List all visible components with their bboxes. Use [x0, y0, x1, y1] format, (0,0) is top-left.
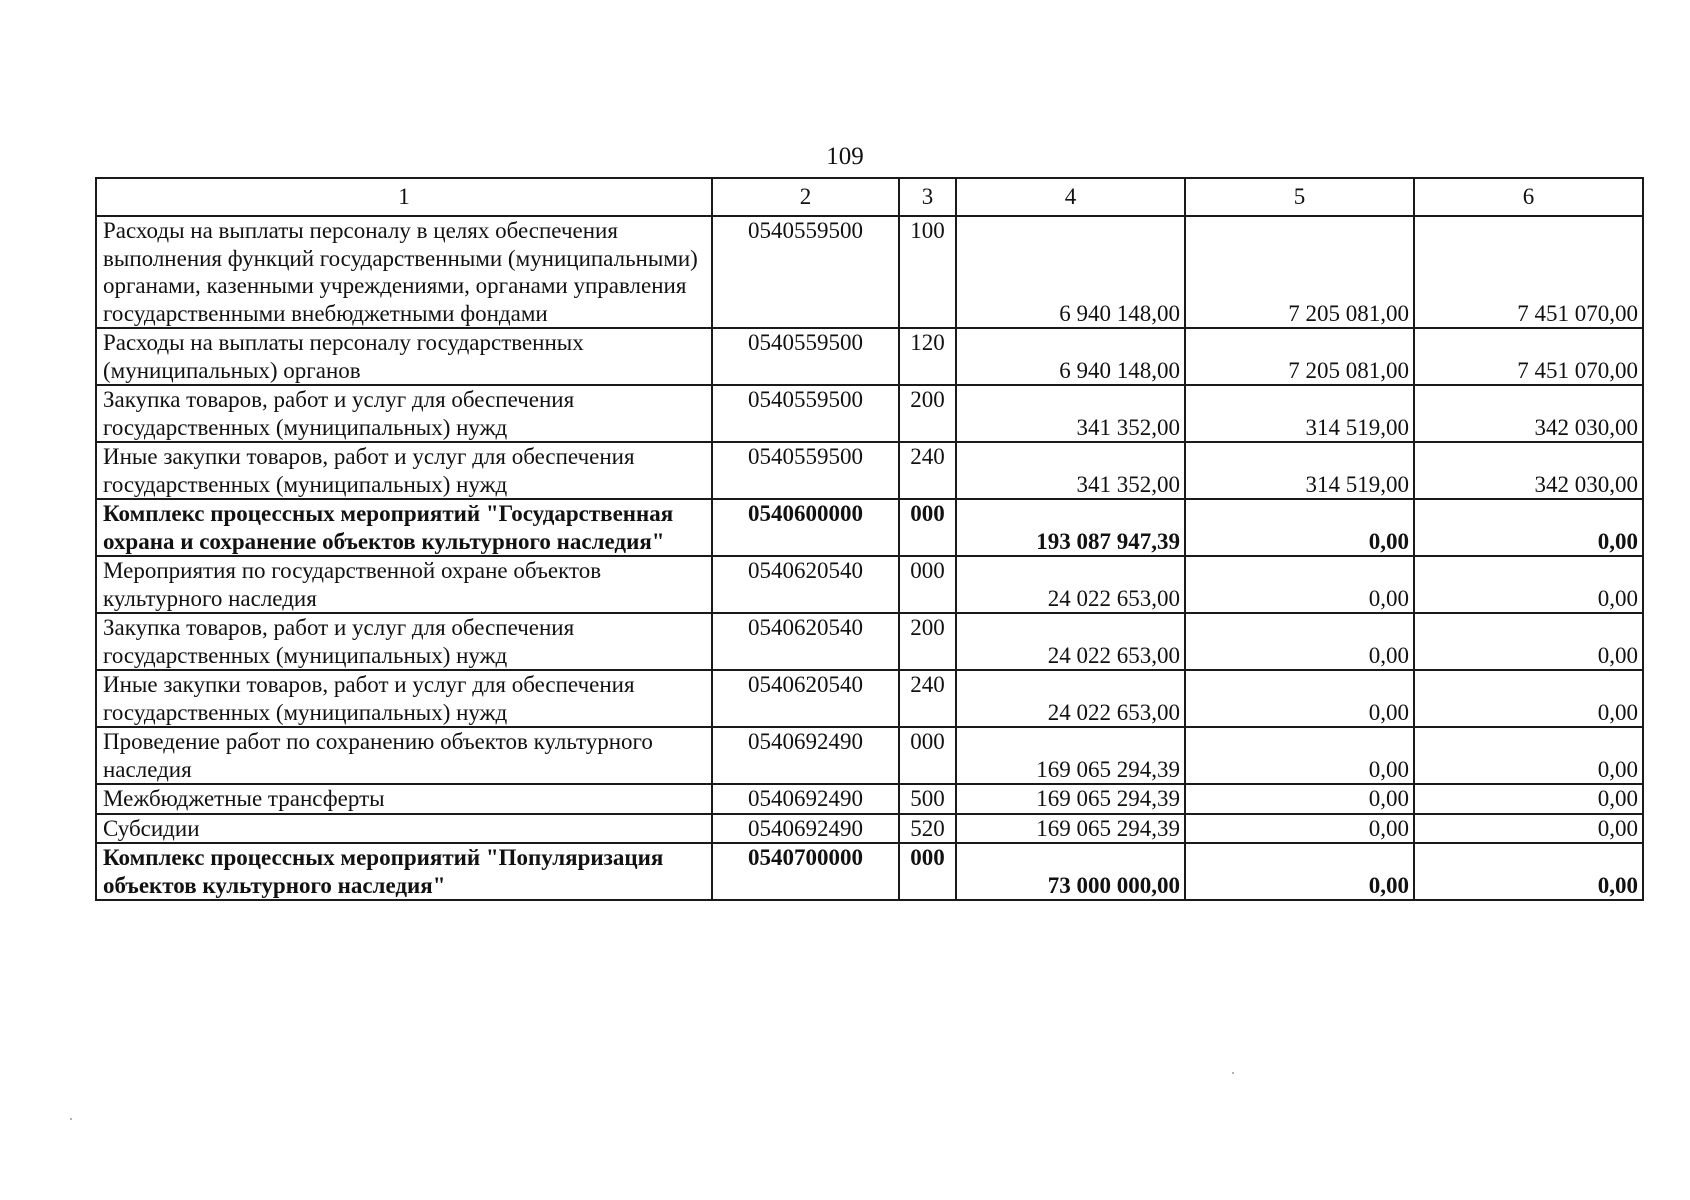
- row-value-cell: 0,00: [1185, 727, 1414, 784]
- row-value-cell: 6 940 148,00: [956, 216, 1185, 328]
- row-name-cell: Субсидии: [96, 814, 712, 844]
- row-code-cell: 0540559500: [712, 328, 899, 385]
- row-value-cell: 7 205 081,00: [1185, 216, 1414, 328]
- table-row: [96, 843, 1643, 900]
- row-name-cell: Закупка товаров, работ и услуг для обеспечения государственных (муниципальных) нужд: [96, 385, 712, 442]
- row-code-cell: 0540692490: [712, 727, 899, 784]
- row-value-cell: 24 022 653,00: [956, 556, 1185, 613]
- row-value-cell: 341 352,00: [956, 442, 1185, 499]
- row-value-cell: 24 022 653,00: [956, 613, 1185, 670]
- row-code-cell: 0540620540: [712, 556, 899, 613]
- table-row: [96, 670, 1643, 727]
- table-row: [96, 556, 1643, 613]
- row-value-cell: 0,00: [1185, 499, 1414, 556]
- row-value-cell: 169 065 294,39: [956, 814, 1185, 844]
- header-cell-5: 5: [1185, 178, 1414, 216]
- row-value-cell: 24 022 653,00: [956, 670, 1185, 727]
- row-value-cell: 0,00: [1414, 727, 1643, 784]
- header-cell-2: 2: [712, 178, 899, 216]
- row-value-cell: 0,00: [1414, 556, 1643, 613]
- row-value-cell: 6 940 148,00: [956, 328, 1185, 385]
- row-name-cell: Расходы на выплаты персоналу в целях обеспечения выполнения функций государственными (муниципальными) органами, казенными учреждениями, органами управления государственными внебюджетными фондами: [96, 216, 712, 328]
- row-value-cell: 0,00: [1185, 556, 1414, 613]
- row-value-cell: 169 065 294,39: [956, 727, 1185, 784]
- row-type-cell: 000: [899, 499, 956, 556]
- header-cell-3: 3: [899, 178, 956, 216]
- table-row: [96, 613, 1643, 670]
- row-value-cell: 314 519,00: [1185, 385, 1414, 442]
- row-name-cell: Иные закупки товаров, работ и услуг для обеспечения государственных (муниципальных) нужд: [96, 442, 712, 499]
- scan-speck: [70, 1118, 72, 1120]
- row-type-cell: 120: [899, 328, 956, 385]
- row-value-cell: 0,00: [1185, 613, 1414, 670]
- row-value-cell: 0,00: [1185, 670, 1414, 727]
- row-code-cell: 0540620540: [712, 613, 899, 670]
- row-value-cell: 7 451 070,00: [1414, 328, 1643, 385]
- row-value-cell: 341 352,00: [956, 385, 1185, 442]
- row-type-cell: 520: [899, 814, 956, 844]
- table-row: [96, 727, 1643, 784]
- budget-table: [95, 177, 1644, 901]
- row-value-cell: 0,00: [1414, 843, 1643, 900]
- row-type-cell: 000: [899, 843, 956, 900]
- header-cell-4: 4: [956, 178, 1185, 216]
- row-value-cell: 0,00: [1185, 784, 1414, 814]
- table-row: [96, 499, 1643, 556]
- row-name-cell: Проведение работ по сохранению объектов культурного наследия: [96, 727, 712, 784]
- row-value-cell: 0,00: [1185, 814, 1414, 844]
- table-row: [96, 784, 1643, 814]
- row-value-cell: 0,00: [1414, 613, 1643, 670]
- row-type-cell: 240: [899, 442, 956, 499]
- row-value-cell: 0,00: [1414, 814, 1643, 844]
- row-value-cell: 0,00: [1414, 670, 1643, 727]
- row-value-cell: 314 519,00: [1185, 442, 1414, 499]
- row-name-cell: Межбюджетные трансферты: [96, 784, 712, 814]
- table-body: [96, 178, 1643, 900]
- row-value-cell: 7 205 081,00: [1185, 328, 1414, 385]
- row-value-cell: 169 065 294,39: [956, 784, 1185, 814]
- row-code-cell: 0540559500: [712, 385, 899, 442]
- row-code-cell: 0540620540: [712, 670, 899, 727]
- header-cell-6: 6: [1414, 178, 1643, 216]
- row-value-cell: 0,00: [1185, 843, 1414, 900]
- row-value-cell: 73 000 000,00: [956, 843, 1185, 900]
- row-name-cell: Комплекс процессных мероприятий "Популяризация объектов культурного наследия": [96, 843, 712, 900]
- row-name-cell: Мероприятия по государственной охране объектов культурного наследия: [96, 556, 712, 613]
- table-row: [96, 814, 1643, 844]
- row-type-cell: 200: [899, 613, 956, 670]
- table-row: [96, 216, 1643, 328]
- header-row: [96, 178, 1643, 216]
- table-row: [96, 385, 1643, 442]
- row-code-cell: 0540692490: [712, 784, 899, 814]
- row-type-cell: 200: [899, 385, 956, 442]
- row-type-cell: 000: [899, 727, 956, 784]
- row-code-cell: 0540559500: [712, 442, 899, 499]
- row-value-cell: 342 030,00: [1414, 442, 1643, 499]
- row-code-cell: 0540600000: [712, 499, 899, 556]
- table-row: [96, 442, 1643, 499]
- row-type-cell: 240: [899, 670, 956, 727]
- row-value-cell: 342 030,00: [1414, 385, 1643, 442]
- row-value-cell: 193 087 947,39: [956, 499, 1185, 556]
- row-name-cell: Закупка товаров, работ и услуг для обеспечения государственных (муниципальных) нужд: [96, 613, 712, 670]
- page-number: 109: [826, 143, 864, 170]
- row-name-cell: Комплекс процессных мероприятий "Государственная охрана и сохранение объектов культурного наследия": [96, 499, 712, 556]
- row-name-cell: Иные закупки товаров, работ и услуг для обеспечения государственных (муниципальных) нужд: [96, 670, 712, 727]
- header-cell-1: 1: [96, 178, 712, 216]
- row-code-cell: 0540559500: [712, 216, 899, 328]
- row-code-cell: 0540692490: [712, 814, 899, 844]
- table-row: [96, 328, 1643, 385]
- row-name-cell: Расходы на выплаты персоналу государственных (муниципальных) органов: [96, 328, 712, 385]
- scan-speck: [1232, 1072, 1234, 1074]
- row-code-cell: 0540700000: [712, 843, 899, 900]
- row-value-cell: 7 451 070,00: [1414, 216, 1643, 328]
- row-value-cell: 0,00: [1414, 499, 1643, 556]
- row-value-cell: 0,00: [1414, 784, 1643, 814]
- row-type-cell: 000: [899, 556, 956, 613]
- row-type-cell: 100: [899, 216, 956, 328]
- row-type-cell: 500: [899, 784, 956, 814]
